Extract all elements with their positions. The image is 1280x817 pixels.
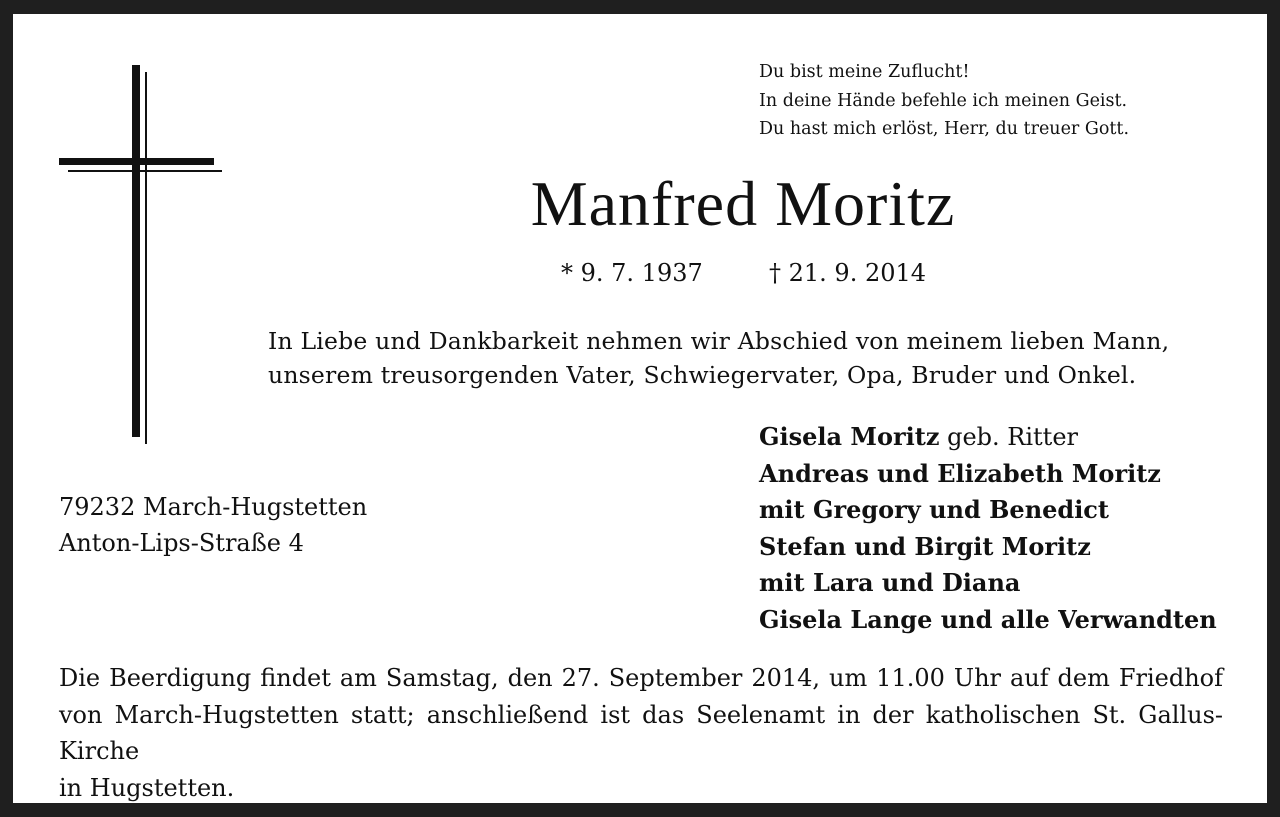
farewell-line: unserem treusorgenden Vater, Schwiegervater, Opa, Bruder und Onkel.	[268, 361, 1137, 389]
cross-vertical-bar	[132, 65, 140, 437]
bible-verse	[759, 58, 1129, 144]
death-date: † 21. 9. 2014	[769, 259, 927, 287]
mourner-line	[759, 602, 1217, 639]
address-line: Anton-Lips-Straße 4	[59, 528, 304, 557]
mourner-name: Stefan und Birgit Moritz	[759, 531, 1091, 561]
verse-line: Du hast mich erlöst, Herr, du treuer Gott.	[759, 119, 1130, 139]
mourner-name: Gisela Moritz	[759, 422, 940, 451]
mourners-list	[759, 419, 1217, 638]
cross-vertical-line	[145, 72, 147, 444]
obituary-notice	[13, 14, 1267, 803]
mourner-line	[759, 419, 1217, 456]
address-line: 79232 March-Hugstetten	[59, 493, 368, 521]
funeral-details	[59, 660, 1223, 806]
deceased-name: Manfred Moritz	[530, 168, 956, 239]
mourner-name: mit Gregory und Benedict	[759, 495, 1110, 524]
farewell-line: In Liebe und Dankbarkeit nehmen wir Abschied von meinem lieben Mann,	[268, 327, 1170, 355]
mourner-line	[759, 529, 1217, 566]
birth-date: * 9. 7. 1937	[561, 259, 703, 287]
mourner-name: mit Lara und Diana	[759, 568, 1021, 597]
funeral-line: von March-Hugstetten statt; anschließend ist das Seelenamt in der katholischen St. Gallus-Kirche	[59, 700, 1223, 765]
mourner-name: Gisela Lange und alle Verwandten	[759, 604, 1217, 634]
mourner-line	[759, 456, 1217, 493]
farewell-text	[268, 324, 1223, 392]
verse-line: In deine Hände befehle ich meinen Geist.	[759, 90, 1128, 111]
funeral-line: in Hugstetten.	[59, 773, 235, 802]
verse-line: Du bist meine Zuflucht!	[759, 62, 970, 82]
mourner-line	[759, 565, 1217, 602]
funeral-line: Die Beerdigung findet am Samstag, den 27. September 2014, um 11.00 Uhr auf dem Friedhof	[59, 664, 1223, 692]
family-address	[59, 490, 367, 561]
mourner-name: Andreas und Elizabeth Moritz	[759, 458, 1161, 488]
maiden-name: geb. Ritter	[939, 423, 1078, 451]
mourner-line	[759, 492, 1217, 529]
